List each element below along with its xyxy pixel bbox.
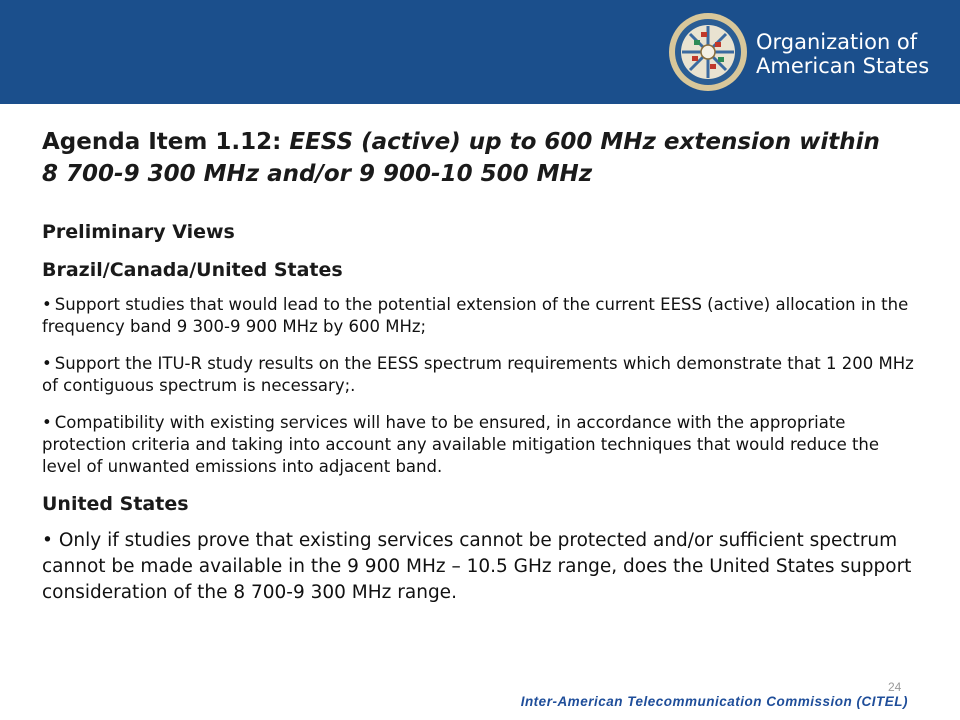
group1-heading: Brazil/Canada/United States bbox=[42, 259, 343, 281]
title-prefix: Agenda Item 1.12: bbox=[42, 129, 282, 155]
bullet-dot-icon: • bbox=[42, 354, 52, 373]
group2-heading: United States bbox=[42, 493, 189, 515]
slide-title bbox=[42, 126, 922, 190]
org-name-line1: Organization of bbox=[756, 30, 918, 54]
bullet-text: Compatibility with existing services will have to be ensured, in accordance with the appropriate protection criteria and taking into account any available mitigation techniques that would reduce the level of unwanted emissions into adjacent band. bbox=[42, 413, 880, 476]
footer-commission: Inter-American Telecommunication Commission (CITEL) bbox=[520, 694, 908, 709]
bullet-text: Only if studies prove that existing services cannot be protected and/or sufficient spectrum cannot be made available in the 9 900 MHz – 10.5 GHz range, does the United States support consideration of the 8 700-9 300 MHz range. bbox=[42, 530, 912, 603]
bullet-item-4 bbox=[42, 528, 922, 606]
bullet-dot-icon: • bbox=[42, 530, 53, 551]
bullet-dot-icon: • bbox=[42, 295, 52, 314]
bullet-item-2 bbox=[42, 353, 922, 397]
bullet-item-1 bbox=[42, 294, 922, 338]
bullet-item-3 bbox=[42, 412, 922, 478]
title-line2: 8 700-9 300 MHz and/or 9 900-10 500 MHz bbox=[42, 161, 593, 187]
page-number: 24 bbox=[888, 680, 902, 694]
preliminary-views-heading: Preliminary Views bbox=[42, 221, 235, 243]
title-line1: EESS (active) up to 600 MHz extension within bbox=[289, 129, 880, 155]
bullet-text: Support the ITU-R study results on the EESS spectrum requirements which demonstrate that 1 200 MHz of contiguous spectrum is necessary;. bbox=[42, 354, 914, 395]
org-name bbox=[756, 30, 929, 78]
slide-content bbox=[42, 220, 922, 606]
oas-emblem-icon bbox=[668, 12, 748, 92]
org-name-line2: American States bbox=[756, 54, 930, 78]
bullet-text: Support studies that would lead to the potential extension of the current EESS (active) allocation in the frequency band 9 300-9 900 MHz by 600 MHz; bbox=[42, 295, 909, 336]
bullet-dot-icon: • bbox=[42, 413, 52, 432]
